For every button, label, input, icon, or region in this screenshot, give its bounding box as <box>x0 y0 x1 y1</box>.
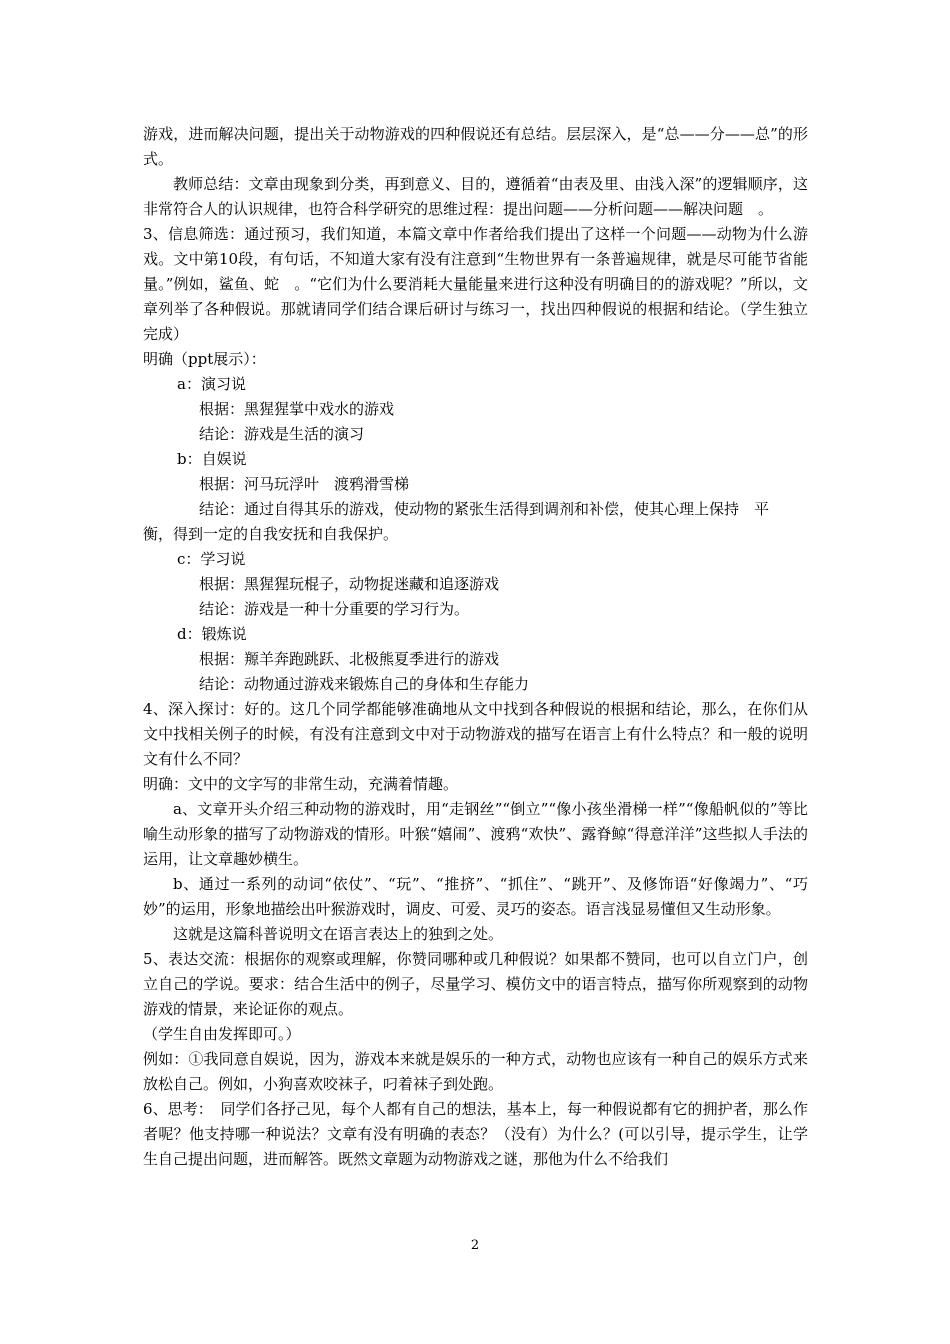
paragraph: 3、信息筛选：通过预习，我们知道，本篇文章中作者给我们提出了这样一个问题——动物为什么游戏。文中第10段，有句话，不知道大家有没有注意到“生物世界有一条普遍规律，就是尽可能节省能量。”例如，鲨鱼、蛇 。“它们为什么要消耗大量能量来进行这种没有明确目的的游戏呢？”所以，文章列举了各种假说。那就请同学们结合课后研讨与练习一，找出四种假说的根据和结论。（学生独立完成） <box>143 225 808 343</box>
list-item: 根据：羱羊奔跑跳跃、北极熊夏季进行的游戏 <box>199 650 500 668</box>
paragraph: 明确：文中的文字写的非常生动，充满着情趣。 <box>143 775 459 793</box>
list-heading: c：学习说 <box>177 550 246 568</box>
list-heading: d：锻炼说 <box>177 625 247 643</box>
list-item-continuation: 衡，得到一定的自我安抚和自我保护。 <box>143 525 399 543</box>
paragraph: 4、深入探讨：好的。这几个同学都能够准确地从文中找到各种假说的根据和结论，那么，在你们从文中找相关例子的时候，有没有注意到文中对于动物游戏的描写在语言上有什么特点？和一般的说明文有什么不同？ <box>143 700 808 768</box>
page-number: 2 <box>470 1238 480 1253</box>
paragraph: 教师总结：文章由现象到分类，再到意义、目的，遵循着“由表及里、由浅入深”的逻辑顺序，这非常符合人的认识规律，也符合科学研究的思维过程：提出问题——分析问题——解决问题 。 <box>143 175 808 218</box>
paragraph: 明确（ppt展示）： <box>143 350 266 368</box>
body-text <box>143 122 808 1172</box>
list-item: 结论：通过自得其乐的游戏，使动物的紧张生活得到调剂和补偿，使其心理上保持 平 <box>199 500 770 518</box>
list-item: 结论：游戏是生活的演习 <box>199 425 365 443</box>
list-item: 根据：河马玩浮叶 渡鸦滑雪梯 <box>199 475 410 493</box>
list-item: 结论：动物通过游戏来锻炼自己的身体和生存能力 <box>199 675 530 693</box>
paragraph: 6、思考： 同学们各抒己见，每个人都有自己的想法，基本上，每一种假说都有它的拥护者，那么作者呢？他支持哪一种说法？文章有没有明确的表态？（没有）为什么？(可以引导，提示学生，让学生自己提出问题，进而解答。既然文章题为动物游戏之谜，那他为什么不给我们 <box>143 1100 808 1168</box>
list-item: 根据：黑猩猩掌中戏水的游戏 <box>199 400 395 418</box>
list-heading: b：自娱说 <box>177 450 247 468</box>
paragraph: 这就是这篇科普说明文在语言表达上的独到之处。 <box>173 925 504 943</box>
paragraph: b、通过一系列的动词“依仗”、“玩”、“推挤”、“抓住”、“跳开”、及修饰语“好像竭力”、“巧妙”的运用，形象地描绘出叶猴游戏时，调皮、可爱、灵巧的姿态。语言浅显易懂但又生动形象。 <box>143 875 808 918</box>
paragraph: 例如：①我同意自娱说，因为，游戏本来就是娱乐的一种方式，动物也应该有一种自己的娱乐方式来放松自己。例如，小狗喜欢咬袜子，叼着袜子到处跑。 <box>143 1050 808 1093</box>
paragraph: 游戏，进而解决问题，提出关于动物游戏的四种假说还有总结。层层深入，是“总——分——总”的形式。 <box>143 125 808 168</box>
list-item: 结论：游戏是一种十分重要的学习行为。 <box>199 600 470 618</box>
list-heading: a：演习说 <box>177 375 246 393</box>
paragraph: （学生自由发挥即可。） <box>143 1025 301 1043</box>
paragraph: 5、表达交流：根据你的观察或理解，你赞同哪种或几种假说？如果都不赞同，也可以自立门户，创立自己的学说。要求：结合生活中的例子，尽量学习、模仿文中的语言特点，描写你所观察到的动物游戏的情景，来论证你的观点。 <box>143 950 808 1018</box>
paragraph: a、文章开头介绍三种动物的游戏时，用“走钢丝”“倒立”“像小孩坐滑梯一样”“像船帆似的”等比喻生动形象的描写了动物游戏的情形。叶猴“嬉闹”、渡鸦“欢快”、露脊鲸“得意洋洋”这些拟人手法的运用，让文章趣妙横生。 <box>143 800 808 868</box>
list-item: 根据：黑猩猩玩棍子，动物捉迷藏和追逐游戏 <box>199 575 500 593</box>
